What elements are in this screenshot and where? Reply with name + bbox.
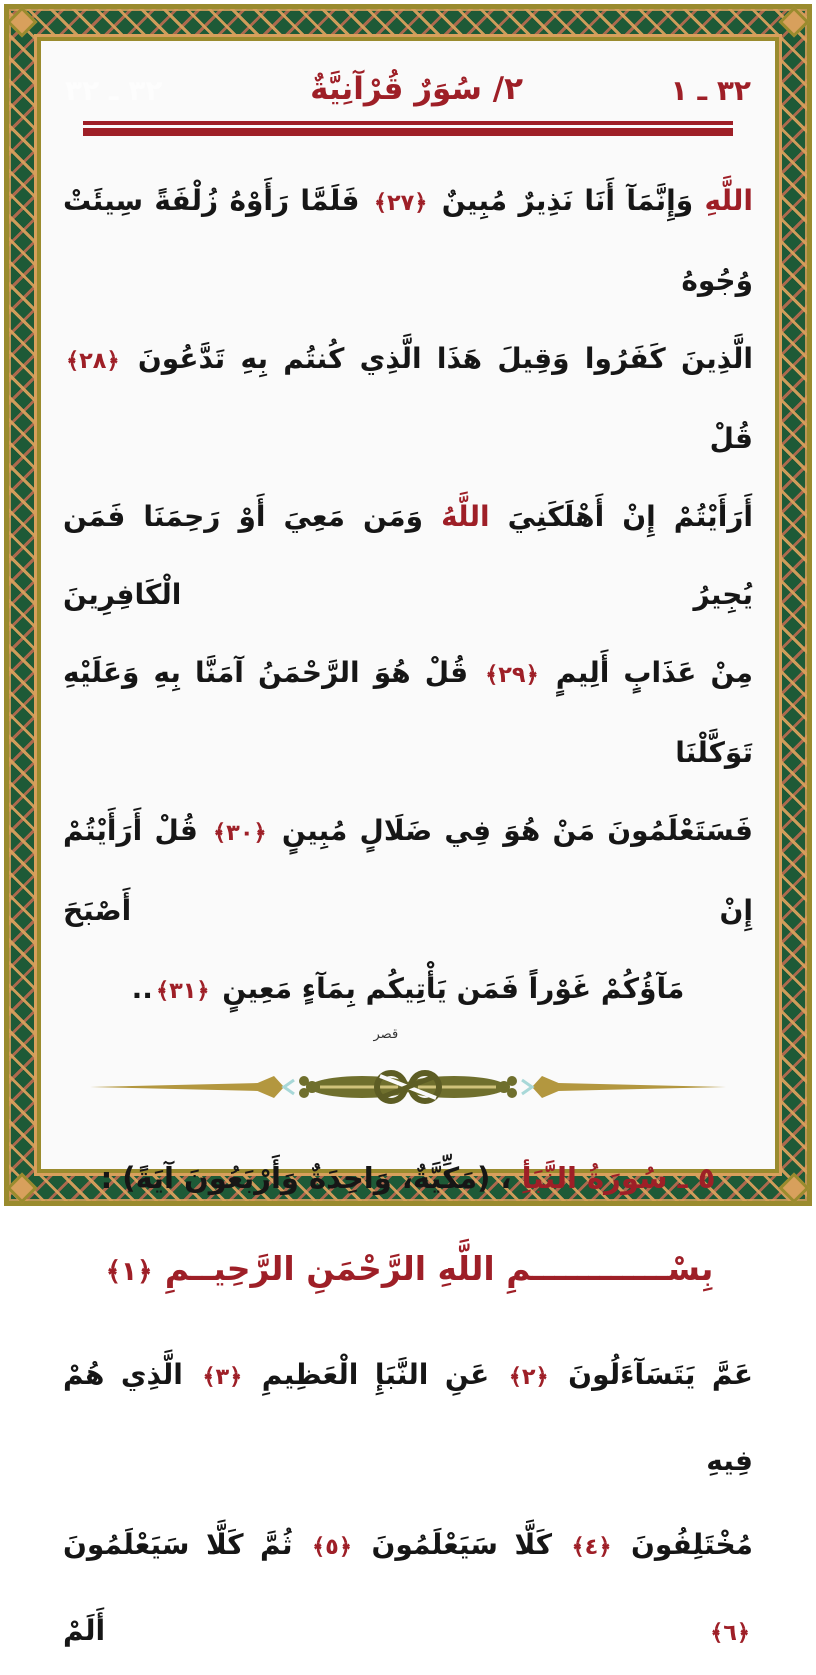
verse-number-medallion: ﴿٣٠﴾ xyxy=(213,820,267,846)
page-range-right: ٣٢ ـ ١ xyxy=(670,74,751,107)
header-divider-rule xyxy=(83,121,733,136)
quran-text-run: قُلْ هُوَ الرَّحْمَنُ آمَنَّا بِهِ وَعَلَيْهِ تَوَكَّلْنَا xyxy=(63,656,753,769)
quran-text-run: قُلْ أَرَأَيْتُمْ إِنْ أَصْبَحَ xyxy=(63,814,753,927)
verse-number-medallion: ﴿٤﴾ xyxy=(571,1534,612,1560)
quran-text-run: وَإِنَّمَآ أَنَا نَذِيرٌ مُبِينٌ xyxy=(430,184,694,217)
ghost-page-range-left: ٣٢ ـ ٣٢ xyxy=(65,74,163,107)
quran-text-run: مُخْتَلِفُونَ xyxy=(614,1528,753,1561)
quran-text-run: ٥ ـ سُورَةُ النَّبَأِ xyxy=(521,1161,716,1195)
decorative-frame xyxy=(4,4,812,1647)
rule-thick-line xyxy=(83,128,733,136)
frame-ornament-band xyxy=(9,9,807,1647)
surah-naba-heading xyxy=(57,1148,759,1208)
quran-line xyxy=(63,634,753,792)
frame-corner-diamond xyxy=(778,6,809,37)
page-surface xyxy=(37,37,779,1647)
quran-text-block-naba xyxy=(63,1333,753,1675)
quran-text-run: مَآؤُكُمْ غَوْراً فَمَن يَأْتِيكُم بِمَآءٍ مَعِينٍ xyxy=(212,972,685,1005)
quran-text-run: أَلَمْ xyxy=(63,1614,708,1647)
verse-number-medallion: ﴿٢﴾ xyxy=(508,1364,549,1390)
ornamental-divider xyxy=(88,1064,728,1114)
quran-text-block-mulk xyxy=(63,162,754,1042)
quran-text-run: عَمَّ يَتَسَآءَلُونَ xyxy=(551,1358,753,1391)
frame-corner-diamond xyxy=(778,1172,809,1203)
frame-corner-diamond xyxy=(6,1172,37,1203)
quran-text-run: .. xyxy=(131,972,153,1005)
quran-line xyxy=(63,1333,753,1503)
quran-line xyxy=(63,320,753,478)
quran-line xyxy=(63,478,753,634)
verse-number-medallion: ﴿٦﴾ xyxy=(710,1620,750,1646)
section-title: ٢/ سُوَرٌ قُرْآنِيَّةٌ xyxy=(310,71,523,107)
quran-text-run: وَمَن مَعِيَ أَوْ رَحِمَنَا فَمَن يُجِيرُ الْكَافِرِينَ xyxy=(63,500,753,611)
verse-number-medallion: ﴿٥﴾ xyxy=(312,1534,352,1560)
verse-number-medallion: ﴿٣١﴾ xyxy=(155,978,210,1004)
quran-line xyxy=(63,792,753,950)
quran-line xyxy=(63,1503,753,1675)
verse-number-medallion: ﴿٢٩﴾ xyxy=(485,662,539,688)
quran-text-run: مِنْ عَذَابٍ أَلِيمٍ xyxy=(541,656,754,689)
quran-text-run: الَّذِي هُمْ فِيهِ xyxy=(63,1358,753,1477)
quran-text-run: ، (مَكِّيَّةٌ، وَاحِدَةٌ وَأَرْبَعُونَ آيَةً) : xyxy=(100,1161,522,1195)
quran-text-run: أَرَأَيْتُمْ إِنْ أَهْلَكَنِيَ xyxy=(489,500,754,533)
quran-text-run: ثُمَّ كَلَّا سَيَعْلَمُونَ xyxy=(63,1528,310,1561)
quran-text-run: فَسَتَعْلَمُونَ مَنْ هُوَ فِي ضَلَالٍ مُبِينٍ xyxy=(269,814,753,847)
rule-thin-line xyxy=(83,121,733,125)
quran-text-run: كَلَّا سَيَعْلَمُونَ xyxy=(354,1528,569,1561)
bismillah-calligraphy xyxy=(57,1234,759,1307)
verse-number-medallion: ﴿٣﴾ xyxy=(202,1364,243,1390)
page-content xyxy=(41,41,775,1647)
quran-line xyxy=(63,950,753,1030)
quran-line xyxy=(63,162,753,320)
quran-text-run: اللَّهُ xyxy=(441,500,490,533)
page-header xyxy=(57,59,759,107)
verse-number-medallion: ﴿٢٧﴾ xyxy=(373,190,428,216)
ornamental-divider-graphic xyxy=(88,1064,728,1110)
verse-number-medallion: ﴿١﴾ xyxy=(105,1256,162,1287)
quran-text-run: اللَّهِ xyxy=(693,184,754,217)
quran-text-run: بِسْــــــــــــمِ اللَّهِ الرَّحْمَنِ الرَّحِيــمِ xyxy=(164,1249,714,1288)
tajweed-qasr-annotation: قصر xyxy=(373,1027,399,1042)
frame-corner-diamond xyxy=(6,6,37,37)
quran-text-run: الَّذِينَ كَفَرُوا وَقِيلَ هَذَا الَّذِي كُنتُم بِهِ تَدَّعُونَ xyxy=(122,342,753,375)
verse-number-medallion: ﴿٢٨﴾ xyxy=(66,348,120,374)
quran-text-run: فَلَمَّا رَأَوْهُ زُلْفَةً سِيئَتْ وُجُوهُ xyxy=(63,184,753,297)
quran-text-run: عَنِ النَّبَإِ الْعَظِيمِ xyxy=(245,1358,506,1391)
quran-text-run: قُلْ xyxy=(709,422,753,455)
